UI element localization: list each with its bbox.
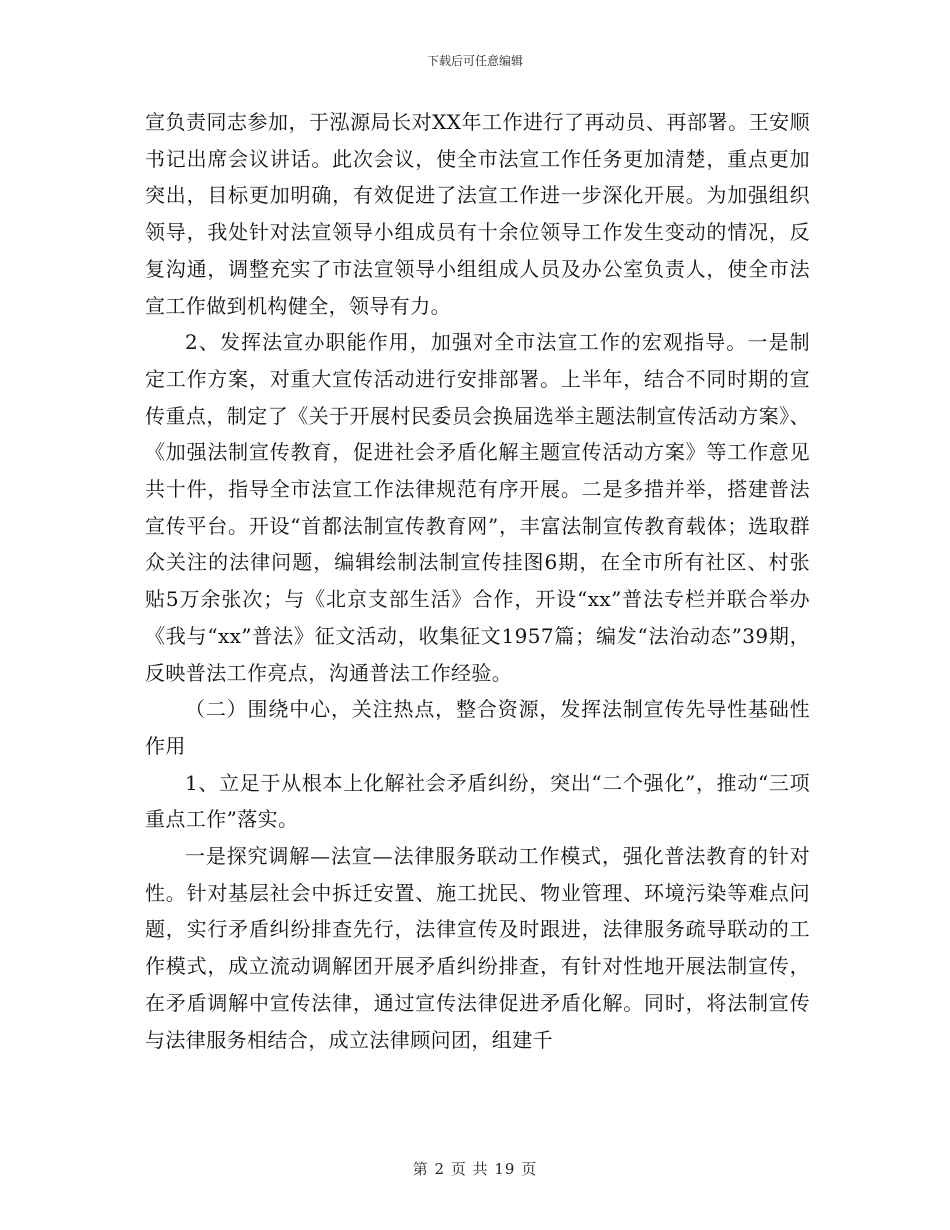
footer-middle: 页 共 <box>450 1160 489 1178</box>
footer-suffix: 页 <box>521 1160 538 1178</box>
footer-total-pages: 19 <box>494 1160 516 1178</box>
header-text: 下载后可任意编辑 <box>426 54 523 68</box>
section-heading-2: （二）围绕中心，关注热点，整合资源，发挥法制宣传先导性基础性作用 <box>145 697 810 758</box>
paragraph-5: 一是探究调解—法宣—法律服务联动工作模式，强化普法教育的针对性。针对基层社会中拆迁安置、施工扰民、物业管理、环境污染等难点问题，实行矛盾纠纷排查先行，法律宣传及时跟进，法律服务疏导联动的工作模式，成立流动调解团开展矛盾纠纷排查，有针对性地开展法制宣传，在矛盾调解中宣传法律，通过宣传法律促进矛盾化解。同时，将法制宣传与法律服务相结合，成立法律顾问团，组建千 <box>145 844 810 1052</box>
paragraph-4: 1、立足于从根本上化解社会矛盾纠纷，突出“二个强化”，推动“三项重点工作”落实。 <box>145 770 810 832</box>
footer-prefix: 第 <box>412 1160 429 1178</box>
paragraph-1: 宣负责同志参加，于泓源局长对XX年工作进行了再动员、再部署。王安顺书记出席会议讲话。此次会议，使全市法宣工作任务更加清楚，重点更加突出，目标更加明确，有效促进了法宣工作进一步深化开展。为加强组织领导，我处针对法宣领导小组成员有十余位领导工作发生变动的情况，反复沟通，调整充实了市法宣领导小组组成人员及办公室负责人，使全市法宣工作做到机构健全，领导有力。 <box>145 110 810 318</box>
page-header <box>0 52 950 69</box>
page-footer <box>0 1158 950 1179</box>
document-body <box>145 104 810 1058</box>
footer-current-page: 2 <box>434 1160 446 1178</box>
paragraph-2: 2、发挥法宣办职能作用，加强对全市法宣工作的宏观指导。一是制定工作方案，对重大宣传活动进行安排部署。上半年，结合不同时期的宣传重点，制定了《关于开展村民委员会换届选举主题法制宣传活动方案》、《加强法制宣传教育，促进社会矛盾化解主题宣传活动方案》等工作意见共十件，指导全市法宣工作法律规范有序开展。二是多措并举，搭建普法宣传平台。开设“首都法制宣传教育网”，丰富法制宣传教育载体；选取群众关注的法律问题，编辑绘制法制宣传挂图6期，在全市所有社区、村张贴5万余张次；与《北京支部生活》合作，开设“xx”普法专栏并联合举办《我与“xx”普法》征文活动，收集征文1957篇；编发“法治动态”39期，反映普法工作亮点，沟通普法工作经验。 <box>145 330 810 685</box>
